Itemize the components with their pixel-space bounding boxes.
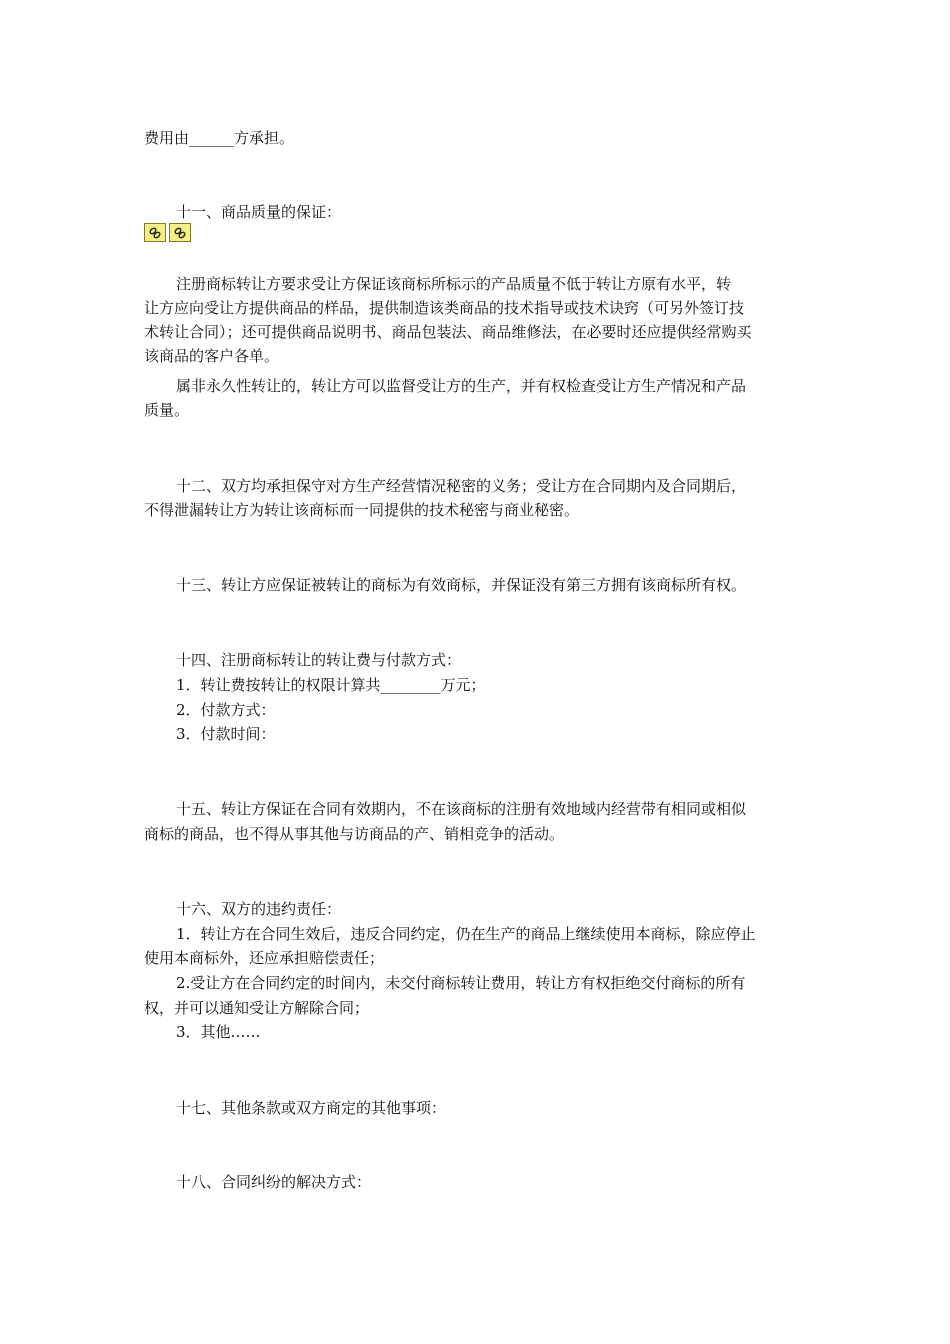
link-icon[interactable] [169, 223, 191, 242]
section-15-line: 十五、转让方保证在合同有效期内，不在该商标的注册有效地域内经营带有相同或相似 [176, 800, 747, 818]
paragraph-line: 质量。 [144, 401, 190, 419]
paragraph-line: 属非永久性转让的，转让方可以监督受让方的生产，并有权检查受让方生产情况和产品 [176, 377, 747, 395]
section-11-heading: 十一、商品质量的保证： [176, 203, 342, 221]
fee-bearer-line: 费用由______方承担。 [144, 129, 295, 147]
paragraph-line: 让方应向受让方提供商品的样品，提供制造该类商品的技术指导或技术诀窍（可另外签订技 [144, 299, 745, 317]
paragraph-line: 注册商标转让方要求受让方保证该商标所标示的产品质量不低于转让方原有水平，转 [176, 275, 732, 293]
embedded-object-icons [144, 223, 191, 242]
section-12-line: 十二、双方均承担保守对方生产经营情况秘密的义务；受让方在合同期内及合同期后， [176, 477, 747, 495]
paragraph-line: 使用本商标外，还应承担赔偿责任； [144, 949, 385, 967]
paragraph-line: 术转让合同）；还可提供商品说明书、商品包装法、商品维修法，在必要时还应提供经常购买 [144, 323, 752, 341]
paragraph-line: 商标的商品，也不得从事其他与访商品的产、销相竞争的活动。 [144, 825, 565, 843]
section-13-line: 十三、转让方应保证被转让的商标为有效商标，并保证没有第三方拥有该商标所有权。 [176, 576, 747, 594]
list-item: 2.受让方在合同约定的时间内，未交付商标转让费用，转让方有权拒绝交付商标的所有 [176, 974, 746, 992]
paragraph-line: 权，并可以通知受让方解除合同； [144, 999, 370, 1017]
section-18-heading: 十八、合同纠纷的解决方式： [176, 1173, 372, 1191]
list-item: 1．转让费按转让的权限计算共________万元； [176, 676, 486, 694]
section-14-heading: 十四、注册商标转让的转让费与付款方式： [176, 651, 462, 669]
link-icon[interactable] [144, 223, 166, 242]
list-item: 2．付款方式： [176, 701, 276, 719]
section-16-heading: 十六、双方的违约责任： [176, 900, 342, 918]
list-item: 1．转让方在合同生效后，违反合同约定，仍在生产的商品上继续使用本商标，除应停止 [176, 925, 756, 943]
paragraph-line: 不得泄漏转让方为转让该商标而一同提供的技术秘密与商业秘密。 [144, 501, 580, 519]
section-17-heading: 十七、其他条款或双方商定的其他事项： [176, 1099, 447, 1117]
paragraph-line: 该商品的客户各单。 [144, 347, 280, 365]
list-item: 3．其他…… [176, 1023, 261, 1041]
list-item: 3．付款时间： [176, 725, 276, 743]
